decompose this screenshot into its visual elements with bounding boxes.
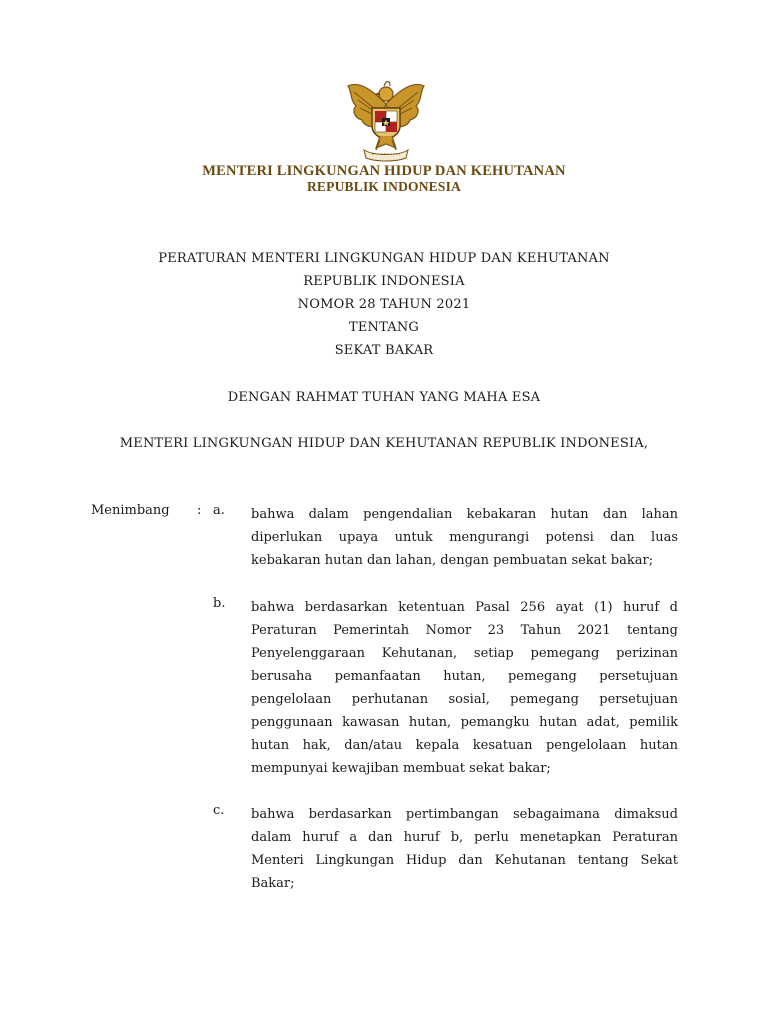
issuer-line: MENTERI LINGKUNGAN HIDUP DAN KEHUTANAN REPUBLIK INDONESIA, <box>119 436 649 451</box>
item-marker: c. <box>213 803 225 818</box>
ministry-name: MENTERI LINGKUNGAN HIDUP DAN KEHUTANAN <box>202 163 566 179</box>
invocation: DENGAN RAHMAT TUHAN YANG MAHA ESA <box>227 390 541 405</box>
ministry-country: REPUBLIK INDONESIA <box>306 179 461 194</box>
considering-colon: : <box>197 503 202 518</box>
item-text: bahwa berdasarkan pertimbangan sebagaimana dimaksud dalam huruf a dan huruf b, perlu menetapkan Peraturan Menteri Lingkungan Hidup dan Kehutanan tentang Sekat Bakar; <box>251 807 678 891</box>
regulation-subject: SEKAT BAKAR <box>334 343 434 358</box>
regulation-number: NOMOR 28 TAHUN 2021 <box>297 297 471 312</box>
considering-label: Menimbang <box>91 503 170 518</box>
item-text: bahwa dalam pengendalian kebakaran hutan dan lahan diperlukan upaya untuk mengurangi potensi dan luas kebakaran hutan dan lahan, dengan pembuatan sekat bakar; <box>251 507 678 568</box>
regulation-country: REPUBLIK INDONESIA <box>303 274 465 289</box>
regulation-about-label: TENTANG <box>348 320 420 335</box>
item-marker: b. <box>213 596 226 611</box>
garuda-emblem-icon <box>340 74 432 162</box>
item-text: bahwa berdasarkan ketentuan Pasal 256 ayat (1) huruf d Peraturan Pemerintah Nomor 23 Tahun 2021 tentang Penyelenggaraan Kehutanan, setiap pemegang perizinan berusaha pemanfaatan hutan, pemegang persetujuan pengelolaan perhutanan sosial, pemegang persetujuan penggunaan kawasan hutan, pemangku hutan adat, pemilik hutan hak, dan/atau kepala kesatuan pengelolaan hutan mempunyai kewajiban membuat sekat bakar; <box>251 600 678 776</box>
item-marker: a. <box>213 503 225 518</box>
regulation-title: PERATURAN MENTERI LINGKUNGAN HIDUP DAN KEHUTANAN <box>158 251 610 266</box>
